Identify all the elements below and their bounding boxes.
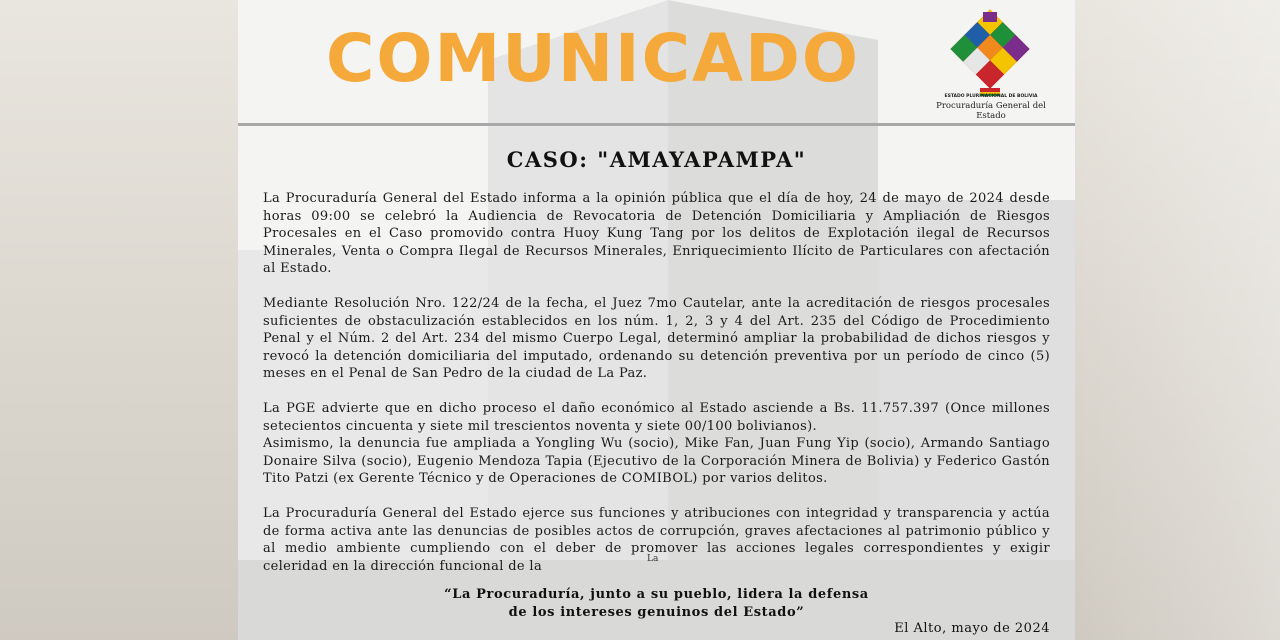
- logo-caption-institution: Procuraduría General del Estado: [936, 101, 1046, 121]
- dateline: El Alto, mayo de 2024: [894, 621, 1050, 636]
- page-title: COMUNICADO: [326, 20, 861, 97]
- closing-quote: [388, 586, 925, 621]
- header-divider: [238, 123, 1075, 126]
- quote-line: “La Procuraduría, junto a su pueblo, lidera la defensa: [444, 587, 869, 602]
- paragraph: La PGE advierte que en dicho proceso el daño económico al Estado asciende a Bs. 11.757.397 (Once millones setecientos cincuenta y siete mil trescientos noventa y siete 00/100 bolivianos).: [263, 401, 1050, 434]
- stray-text: La: [647, 554, 659, 564]
- left-background-panel: [0, 0, 238, 640]
- pge-logo-icon: [928, 4, 1054, 116]
- quote-line: de los intereses genuinos del Estado”: [508, 604, 805, 620]
- paragraph: La Procuraduría General del Estado informa a la opinión pública que el día de hoy, 24 de mayo de 2024 desde horas 09:00 se celebró la Audiencia de Revocatoria de Detención Domiciliaria y Ampliación de Riesgos Procesales en el Caso promovido contra Huoy Kung Tang por los delitos de Explotación ilegal de Recursos Minerales, Venta o Compra Ilegal de Recursos Minerales, Enriquecimiento Ilícito de Particulares con afectación al Estado.: [263, 191, 1050, 276]
- paragraph: Mediante Resolución Nro. 122/24 de la fecha, el Juez 7mo Cautelar, ante la acreditación de riesgos procesales suficientes de obstaculización establecidos en los núm. 1, 2, 3 y 4 del Art. 235 del Código de Procedimiento Penal y el Núm. 2 del Art. 234 del mismo Cuerpo Legal, determinó ampliar la probabilidad de dichos riesgos y revocó la detención domiciliaria del imputado, ordenando su detención preventiva por un período de cinco (5) meses en el Penal de San Pedro de la ciudad de La Paz.: [263, 296, 1050, 381]
- right-background-panel: [1075, 0, 1280, 640]
- communique-body: [263, 190, 1050, 593]
- header: [238, 0, 1075, 124]
- case-title: CASO: "AMAYAPAMPA": [506, 147, 807, 172]
- communique-document: [238, 0, 1075, 640]
- paragraph: Asimismo, la denuncia fue ampliada a Yongling Wu (socio), Mike Fan, Juan Fung Yip (socio), Armando Santiago Donaire Silva (socio), Eugenio Mendoza Tapia (Ejecutivo de la Corporación Minera de Bolivia) y Federico Gastón Tito Patzi (ex Gerente Técnico y de Operaciones de COMIBOL) por varios delitos.: [263, 436, 1050, 486]
- paragraph: La Procuraduría General del Estado ejerce sus funciones y atribuciones con integridad y transparencia y actúa de forma activa ante las denuncias de posibles actos de corrupción, graves afectaciones al patrimonio público y al medio ambiente cumpliendo con el deber de promover las acciones legales correspondientes y exigir celeridad en la dirección funcional de la: [263, 506, 1050, 574]
- logo-caption-state: ESTADO PLURINACIONAL DE BOLIVIA: [944, 94, 1038, 99]
